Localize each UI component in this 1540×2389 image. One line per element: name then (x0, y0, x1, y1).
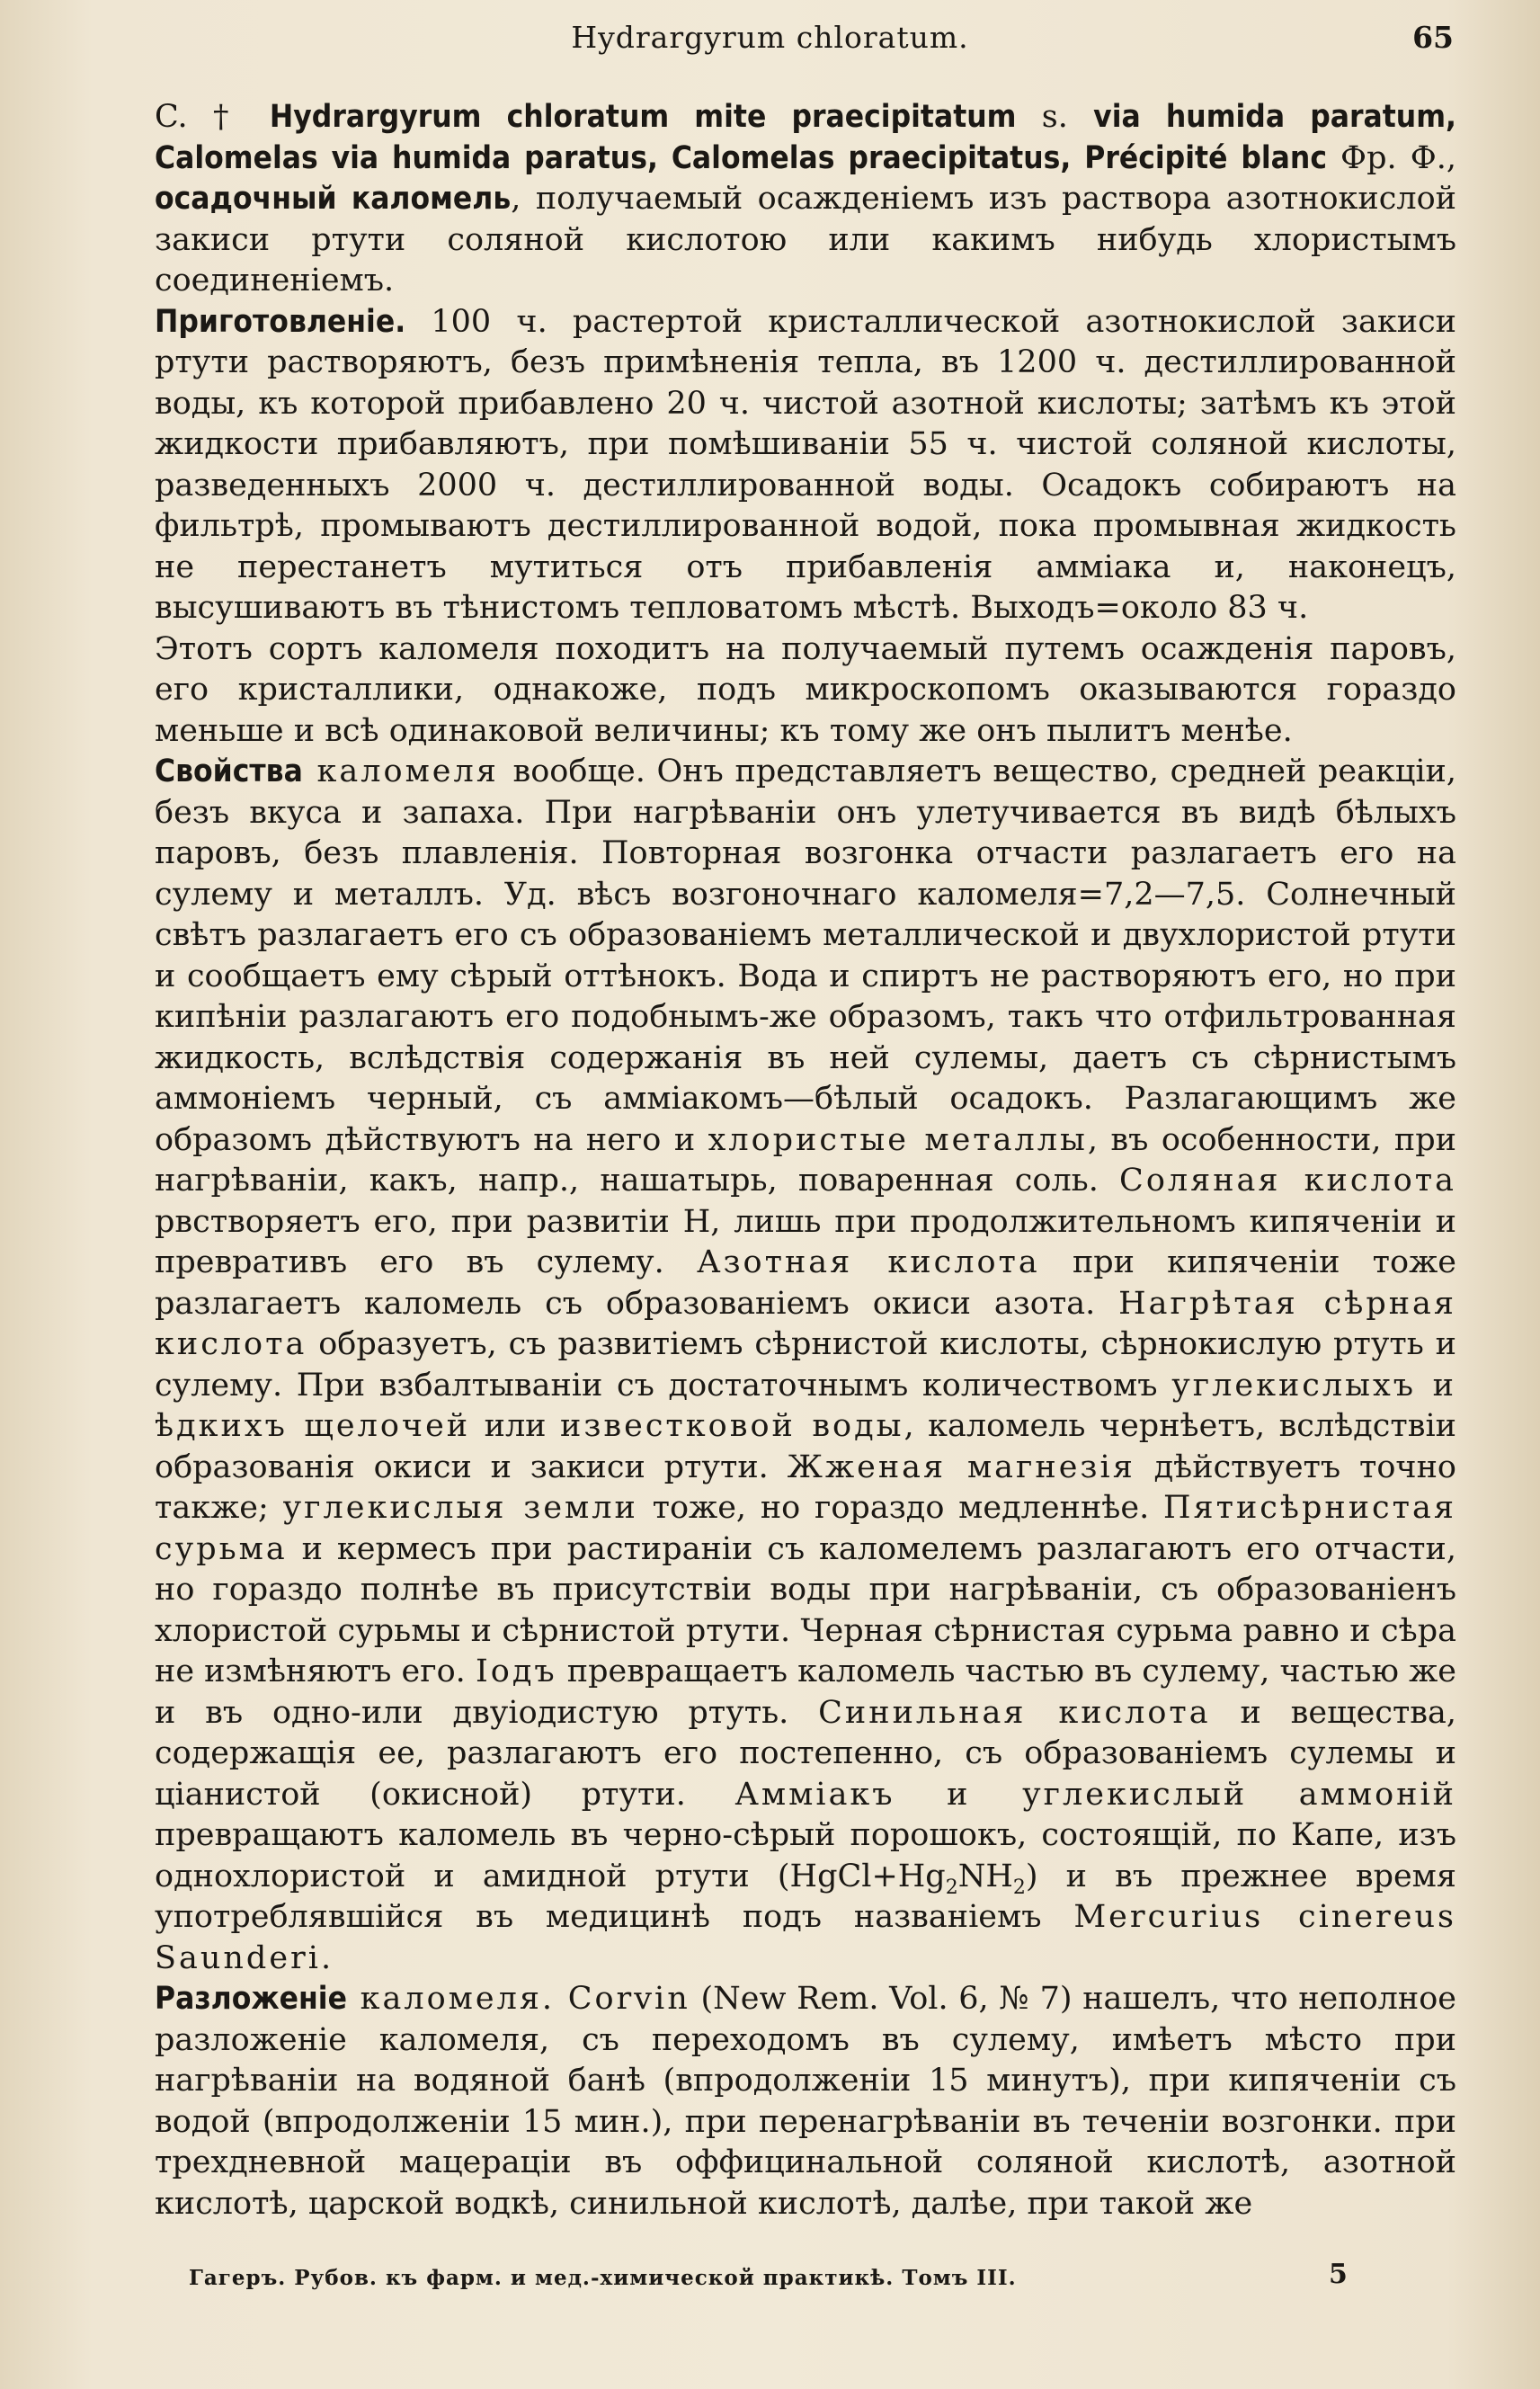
decomposition-label: Разложеніе (155, 1981, 347, 2017)
decomposition-text: (New Rem. Vol. 6, № 7) нашелъ, что неполное разложеніе каломеля, съ переходомъ въ сулему, имѣетъ мѣсто при нагрѣваніи на водяной банѣ (впродолженіи 15 минутъ), при кипяченіи съ водой (впродолженіи 15 мин.), при перенагрѣваніи въ теченіи возгонки. при трехдневной мацераціи въ оффицинальной соляной кислотѣ, азотной кислотѣ, царской водкѣ, синильной кислотѣ, далѣе, при такой же (155, 1981, 1456, 2222)
properties-paragraph (155, 752, 1456, 1979)
preparation-paragraph (155, 302, 1456, 629)
term-mercurius-cinereus: Mercurius cinereus Saunderi (155, 1899, 1456, 1976)
properties-text-7: , каломель чернѣетъ, вслѣдствіи образованія окиси и закиси ртути. (155, 1408, 1456, 1485)
properties-text-12: и вещества, содержащія ее, разлагаютъ его постепенно, съ образованіемъ сулемы и ціанистой (окисной) ртути. (155, 1694, 1457, 1813)
intro-ff: Фр. Ф., (1326, 139, 1457, 176)
term-chloride-metals: хлористые металлы (708, 1121, 1088, 1158)
term-hydrocyanic-acid: Синильная кислота (818, 1694, 1211, 1731)
properties-text-11: превращаетъ каломель частью въ сулему, частью же и въ одно-или двуіодистую ртуть. (155, 1654, 1457, 1731)
properties-text-4: при кипяченіи тоже разлагаетъ каломель съ образованіемъ окиси азота. (155, 1244, 1457, 1322)
term-magnesia: Жженая магнезія (787, 1449, 1135, 1485)
formula-mid: NH (957, 1858, 1013, 1894)
properties-label: Свойства (155, 753, 303, 789)
properties-text-6: или (470, 1408, 560, 1444)
body-text (155, 97, 1456, 2224)
properties-text-3: рвстворяетъ его, при развитіи Н, лишь при продолжительномъ кипяченіи и превративъ его въ сулему. (155, 1203, 1456, 1280)
decomposition-spaced: каломеля. (346, 1981, 568, 2017)
term-carbonate-earths: углекислыя земли (282, 1490, 638, 1526)
formula-subscript-2: 2 (1012, 1876, 1026, 1899)
sort-paragraph (155, 629, 1456, 753)
term-lime-water: известковой воды (560, 1408, 904, 1444)
properties-text-5: образуетъ, съ развитіемъ сѣрнистой кислоты, сѣрнокислую ртуть и сулему. При взбалтываніи съ достаточнымъ количествомъ (155, 1326, 1456, 1404)
term-alkalies: углекислыхъ и ѣдкихъ щелочей (155, 1367, 1456, 1444)
entry-title: Hydrargyrum chloratum mite praecipitatum (269, 99, 1017, 135)
intro-rest: , получаемый осажденіемъ изъ раствора азотнокислой закиси ртути соляной кислотою или какимъ нибудь хлористымъ соединеніемъ. (155, 181, 1456, 299)
entry-russian-name: осадочный каломель (155, 181, 512, 217)
entry-synonyms: via humida paratum, Calomelas via humida paratus, Calomelas praecipitatus, Précipité blanc (155, 99, 1457, 176)
term-nitric-acid: Азотная кислота (696, 1244, 1040, 1280)
term-iodine: Іодъ (475, 1654, 557, 1689)
properties-text-15: . (320, 1939, 332, 1976)
properties-text-9: тоже, но гораздо медленнѣе. (637, 1490, 1163, 1526)
running-title: Hydrargyrum chloratum. (571, 20, 969, 55)
intro-paragraph (155, 97, 1456, 302)
page-footer (0, 2259, 1540, 2304)
preparation-label: Приготовленіе. (155, 303, 406, 340)
term-ammonia: Амміакъ и углекислый аммоній (734, 1776, 1456, 1813)
author-corvin: Corvin (567, 1981, 690, 2017)
properties-text-8: дѣйствуетъ точно также; (155, 1449, 1456, 1526)
entry-mark: C. † (155, 99, 270, 135)
decomposition-paragraph (155, 1979, 1456, 2224)
term-hydrochloric-acid: Соляная кислота (1119, 1163, 1457, 1199)
preparation-text: 100 ч. растертой кристаллической азотнокислой закиси ртути растворяютъ, безъ примѣненія тепла, въ 1200 ч. дестиллированной воды, къ которой прибавлено 20 ч. чистой азотной кислоты; затѣмъ къ этой жидкости прибавляютъ, при помѣшиваніи 55 ч. чистой соляной кислоты, разведенныхъ 2000 ч. дестиллированной воды. Осадокъ собираютъ на фильтрѣ, промываютъ дестиллированной водой, пока промывная жидкость не перестанетъ мутиться отъ прибавленія амміака и, наконецъ, высушиваютъ въ тѣнистомъ тепловатомъ мѣстѣ. Выходъ=около 83 ч. (155, 303, 1456, 626)
properties-spaced: каломеля (302, 753, 513, 789)
properties-text-14: ) и въ прежнее время употреблявшійся въ медицинѣ подъ названіемъ (155, 1858, 1456, 1935)
signature-mark: 5 (1329, 2259, 1348, 2290)
properties-text-10: и кермесъ при растираніи съ каломелемъ разлагаютъ его отчасти, но гораздо полнѣе въ присутствіи воды при нагрѣваніи, съ образованіенъ хлористой сурьмы и сѣрнистой ртути. Черная сѣрнистая сурьма равно и сѣра не измѣняютъ его. (155, 1530, 1456, 1689)
term-antimony-pentasulfide: Пятисѣрнистая сурьма (155, 1490, 1456, 1567)
running-head (0, 20, 1540, 67)
footer-imprint: Гагеръ. Рубов. къ фарм. и мед.-химической практикѣ. Томъ III. (189, 2266, 1017, 2290)
intro-s: s. (1016, 99, 1094, 135)
term-sulfuric-acid: Нагрѣтая сѣрная кислота (155, 1285, 1456, 1362)
formula-subscript-1: 2 (945, 1876, 958, 1899)
properties-text-1: вообще. Онъ представляетъ вещество, средней реакціи, безъ вкуса и запаха. При нагрѣваніи онъ улетучивается въ видѣ бѣлыхъ паровъ, безъ плавленія. Повторная возгонка отчасти разлагаетъ его на сулему и металлъ. Уд. вѣсъ возгоночнаго каломеля=7,2—7,5. Солнечный свѣтъ разлагаетъ его съ образованіемъ металлической и двухлористой ртути и сообщаетъ ему сѣрый оттѣнокъ. Вода и спиртъ не растворяютъ его, но при кипѣніи разлагаютъ его подобнымъ-же образомъ, такъ что отфильтрованная жидкость, вслѣдствія содержанія въ ней сулемы, даетъ съ сѣрнистымъ аммоніемъ черный, съ амміакомъ—бѣлый осадокъ. Разлагающимъ же образомъ дѣйствуютъ на него и (155, 753, 1456, 1158)
page-number: 65 (1412, 20, 1454, 55)
properties-text-2: , въ особенности, при нагрѣваніи, какъ, напр., нашатырь, поваренная соль. (155, 1121, 1456, 1199)
properties-text-13: превращаютъ каломель въ черно-сѣрый порошокъ, состоящій, по Капе, изъ однохлористой и амидной ртути (HgCl+Hg (155, 1817, 1456, 1894)
sort-text: Этотъ сортъ каломеля походитъ на получаемый путемъ осажденія паровъ, его кристаллики, однакоже, подъ микроскопомъ оказываются гораздо меньше и всѣ одинаковой величины; къ тому же онъ пылитъ менѣе. (155, 630, 1456, 749)
